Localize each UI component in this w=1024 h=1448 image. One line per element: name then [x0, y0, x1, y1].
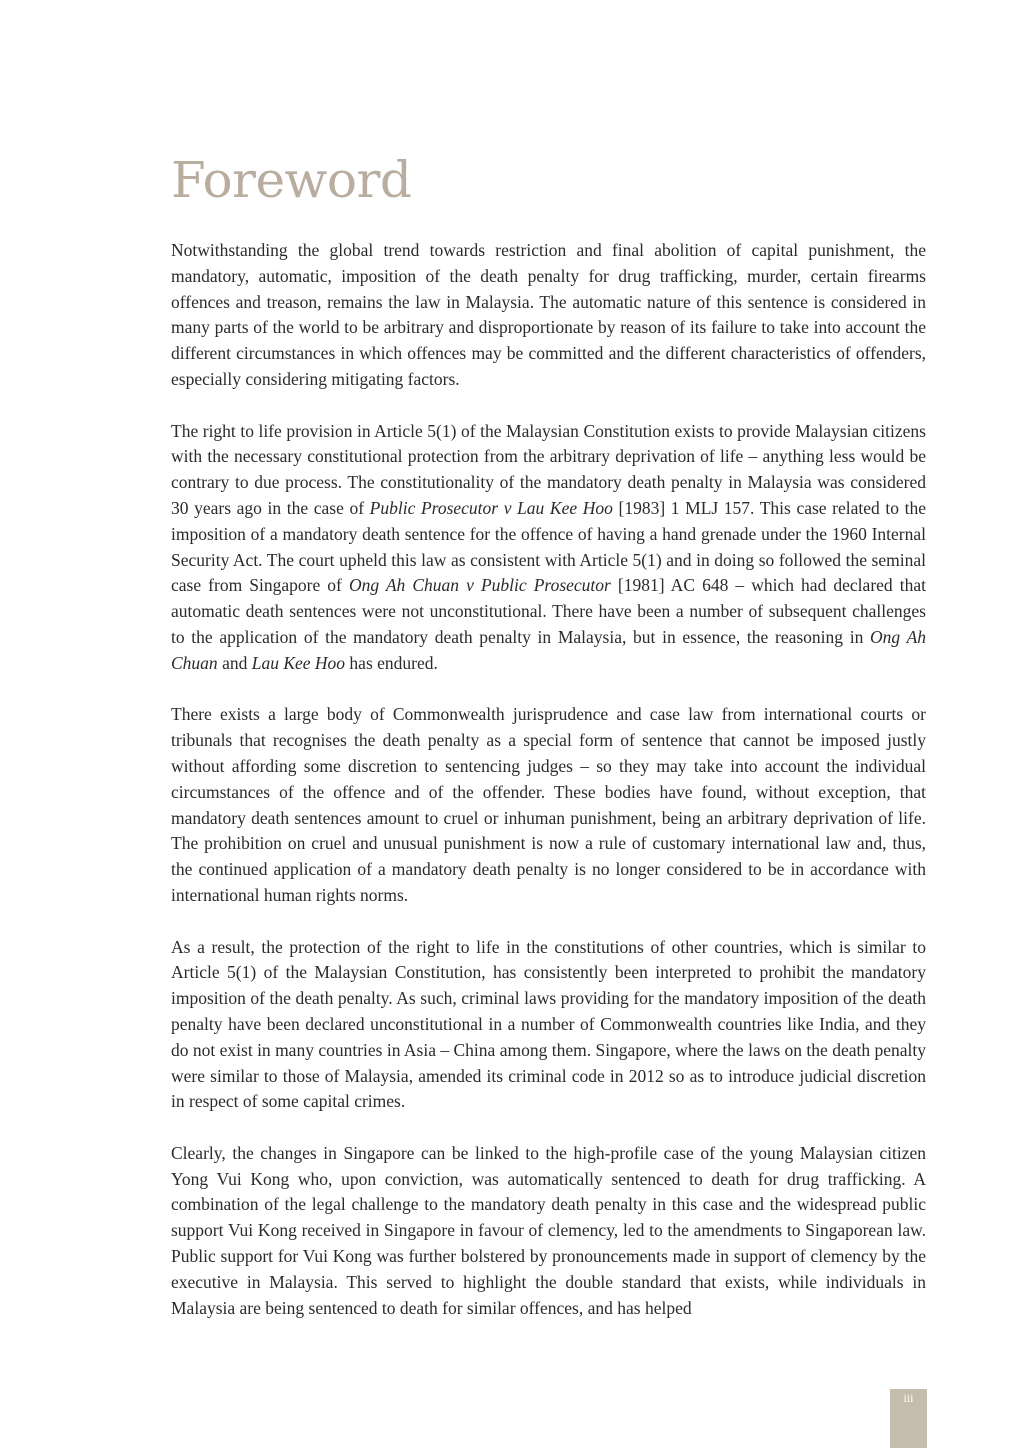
case-citation: Ong Ah Chuan: [171, 626, 927, 673]
paragraph-text: [1983] 1 MLJ 157. This case related to the imposition of a mandatory death sentence for the offence of having a hand grenade under the 1960 Internal Security Act. The court upheld this law as consistent with Article 5(1) and in doing so followed the seminal case from Singapore of: [171, 497, 926, 596]
case-citation: Public Prosecutor v Lau Kee Hoo: [369, 497, 613, 518]
paragraph: [171, 419, 926, 677]
paragraph: [171, 935, 926, 1116]
paragraph-text: There exists a large body of Commonwealth jurisprudence and case law from international courts or tribunals that recognises the death penalty as a special form of sentence that cannot be imposed justly without affording some discretion to sentencing judges – so they may take into account the individual circumstances of the offence and of the offender. These bodies have found, without exception, that mandatory death sentences amount to cruel or inhuman punishment, being an arbitrary deprivation of life. The prohibition on cruel and unusual punishment is now a rule of customary international law and, thus, the continued application of a mandatory death penalty is no longer considered to be in accordance with international human rights norms.: [171, 704, 926, 905]
foreword-text: [171, 238, 926, 1321]
paragraph: [171, 702, 926, 908]
case-citation: Ong Ah Chuan v Public Prosecutor: [348, 575, 611, 596]
paragraph-text: As a result, the protection of the right to life in the constitutions of other countries, which is similar to Article 5(1) of the Malaysian Constitution, has consistently been interpreted to prohibit the mandatory imposition of the death penalty. As such, criminal laws providing for the mandatory imposition of the death penalty have been declared unconstitutional in a number of Commonwealth countries like India, and they do not exist in many countries in Asia – China among them. Singapore, where the laws on the death penalty were similar to those of Malaysia, amended its criminal code in 2012 so as to introduce judicial discretion in respect of some capital crimes.: [171, 936, 926, 1112]
paragraph: [171, 1141, 926, 1322]
paragraph-text: [1981] AC 648 – which had declared that automatic death sentences were not unconstitutional. There have been a number of subsequent challenges to the application of the mandatory death penalty in Malaysia, but in essence, the reasoning in: [171, 575, 926, 647]
page-body: [171, 150, 926, 1347]
paragraph-text: and: [217, 652, 252, 673]
case-citation: Lau Kee Hoo: [251, 652, 346, 673]
paragraph-text: The right to life provision in Article 5(1) of the Malaysian Constitution exists to provide Malaysian citizens with the necessary constitutional protection from the arbitrary deprivation of life – anything less would be contrary to due process. The constitutionality of the mandatory death penalty in Malaysia was considered 30 years ago in the case of: [171, 420, 926, 518]
paragraph-text: Notwithstanding the global trend towards restriction and final abolition of capital punishment, the mandatory, automatic, imposition of the death penalty for drug trafficking, murder, certain firearms offences and treason, remains the law in Malaysia. The automatic nature of this sentence is considered in many parts of the world to be arbitrary and disproportionate by reason of its failure to take into account the different circumstances in which offences may be committed and the different characteristics of offenders, especially considering mitigating factors.: [171, 240, 926, 389]
paragraph: [171, 238, 926, 393]
paragraph-text: has endured.: [345, 652, 438, 673]
paragraph-text: Clearly, the changes in Singapore can be linked to the high-profile case of the young Malaysian citizen Yong Vui Kong who, upon conviction, was automatically sentenced to death for drug trafficking. A combination of the legal challenge to the mandatory death penalty in this case and the widespread public support Vui Kong received in Singapore in favour of clemency, led to the amendments to Singaporean law. Public support for Vui Kong was further bolstered by pronouncements made in support of clemency by the executive in Malaysia. This served to highlight the double standard that exists, while individuals in Malaysia are being sentenced to death for similar offences, and has helped: [171, 1142, 926, 1318]
page-title: Foreword: [171, 151, 412, 209]
page-number: iii: [890, 1389, 927, 1448]
